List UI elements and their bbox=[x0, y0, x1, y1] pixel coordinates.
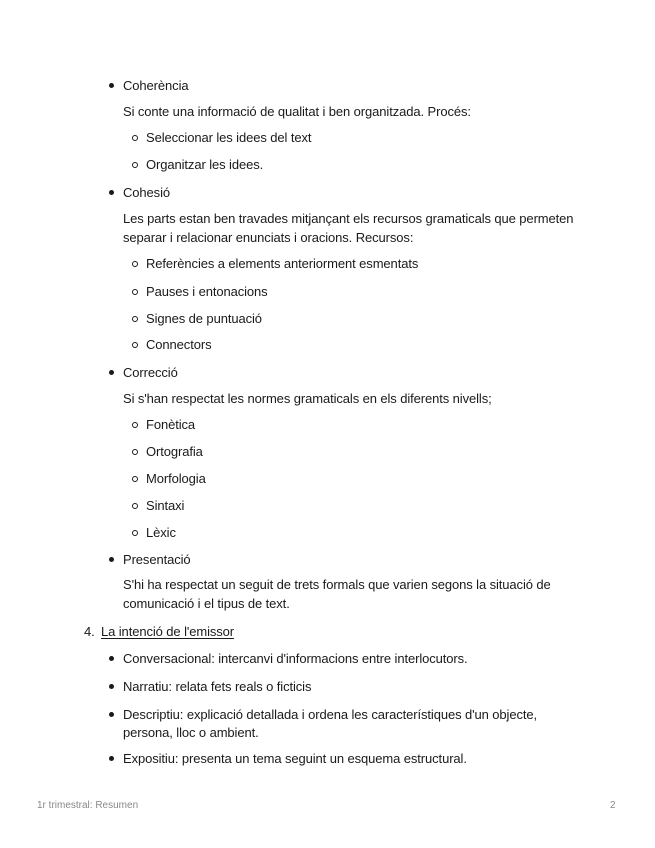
cohesio-description-line2: separar i relacionar enunciats i oracions. Recursos: bbox=[123, 230, 414, 245]
presentacio-description-line2: comunicació i el tipus de text. bbox=[123, 596, 290, 611]
bullet-dot bbox=[109, 370, 114, 375]
presentacio-title: Presentació bbox=[123, 552, 191, 567]
cohesio-item: Signes de puntuació bbox=[146, 311, 262, 326]
sub-bullet-circle bbox=[132, 316, 138, 322]
bullet-dot bbox=[109, 190, 114, 195]
sub-bullet-circle bbox=[132, 530, 138, 536]
cohesio-item: Pauses i entonacions bbox=[146, 284, 268, 299]
correccio-item: Ortografia bbox=[146, 444, 203, 459]
coherencia-item: Seleccionar les idees del text bbox=[146, 130, 312, 145]
sub-bullet-circle bbox=[132, 342, 138, 348]
cohesio-description-line1: Les parts estan ben travades mitjançant els recursos gramaticals que permeten bbox=[123, 211, 574, 226]
sub-bullet-circle bbox=[132, 422, 138, 428]
intencio-item: Conversacional: intercanvi d'informacions entre interlocutors. bbox=[123, 651, 468, 666]
bullet-dot bbox=[109, 656, 114, 661]
sub-bullet-circle bbox=[132, 162, 138, 168]
sub-bullet-circle bbox=[132, 503, 138, 509]
bullet-dot bbox=[109, 756, 114, 761]
presentacio-description-line1: S'hi ha respectat un seguit de trets formals que varien segons la situació de bbox=[123, 577, 551, 592]
sub-bullet-circle bbox=[132, 289, 138, 295]
cohesio-item: Connectors bbox=[146, 337, 212, 352]
bullet-dot bbox=[109, 684, 114, 689]
intencio-item: Expositiu: presenta un tema seguint un esquema estructural. bbox=[123, 751, 467, 766]
cohesio-title: Cohesió bbox=[123, 185, 170, 200]
coherencia-item: Organitzar les idees. bbox=[146, 157, 264, 172]
bullet-dot bbox=[109, 557, 114, 562]
bullet-dot bbox=[109, 712, 114, 717]
correccio-item: Fonètica bbox=[146, 417, 196, 432]
coherencia-description: Si conte una informació de qualitat i ben organitzada. Procés: bbox=[123, 104, 471, 119]
correccio-item: Sintaxi bbox=[146, 498, 185, 513]
sub-bullet-circle bbox=[132, 135, 138, 141]
sub-bullet-circle bbox=[132, 476, 138, 482]
sub-bullet-circle bbox=[132, 261, 138, 267]
correccio-item: Lèxic bbox=[146, 525, 176, 540]
bullet-dot bbox=[109, 83, 114, 88]
footer-document-title: 1r trimestral: Resumen bbox=[37, 800, 139, 811]
coherencia-title: Coherència bbox=[123, 78, 189, 93]
correccio-description: Si s'han respectat les normes gramaticals en els diferents nivells; bbox=[123, 391, 492, 406]
cohesio-item: Referències a elements anteriorment esmentats bbox=[146, 256, 419, 271]
correccio-title: Correcció bbox=[123, 365, 178, 380]
footer-page-number: 2 bbox=[610, 800, 616, 811]
intencio-item: Narratiu: relata fets reals o ficticis bbox=[123, 679, 312, 694]
section-title: La intenció de l'emissor bbox=[101, 624, 235, 639]
sub-bullet-circle bbox=[132, 449, 138, 455]
intencio-item-continuation: persona, lloc o ambient. bbox=[123, 725, 259, 740]
intencio-item: Descriptiu: explicació detallada i ordena les característiques d'un objecte, bbox=[123, 707, 538, 722]
correccio-item: Morfologia bbox=[146, 471, 206, 486]
section-number: 4. bbox=[84, 624, 95, 639]
